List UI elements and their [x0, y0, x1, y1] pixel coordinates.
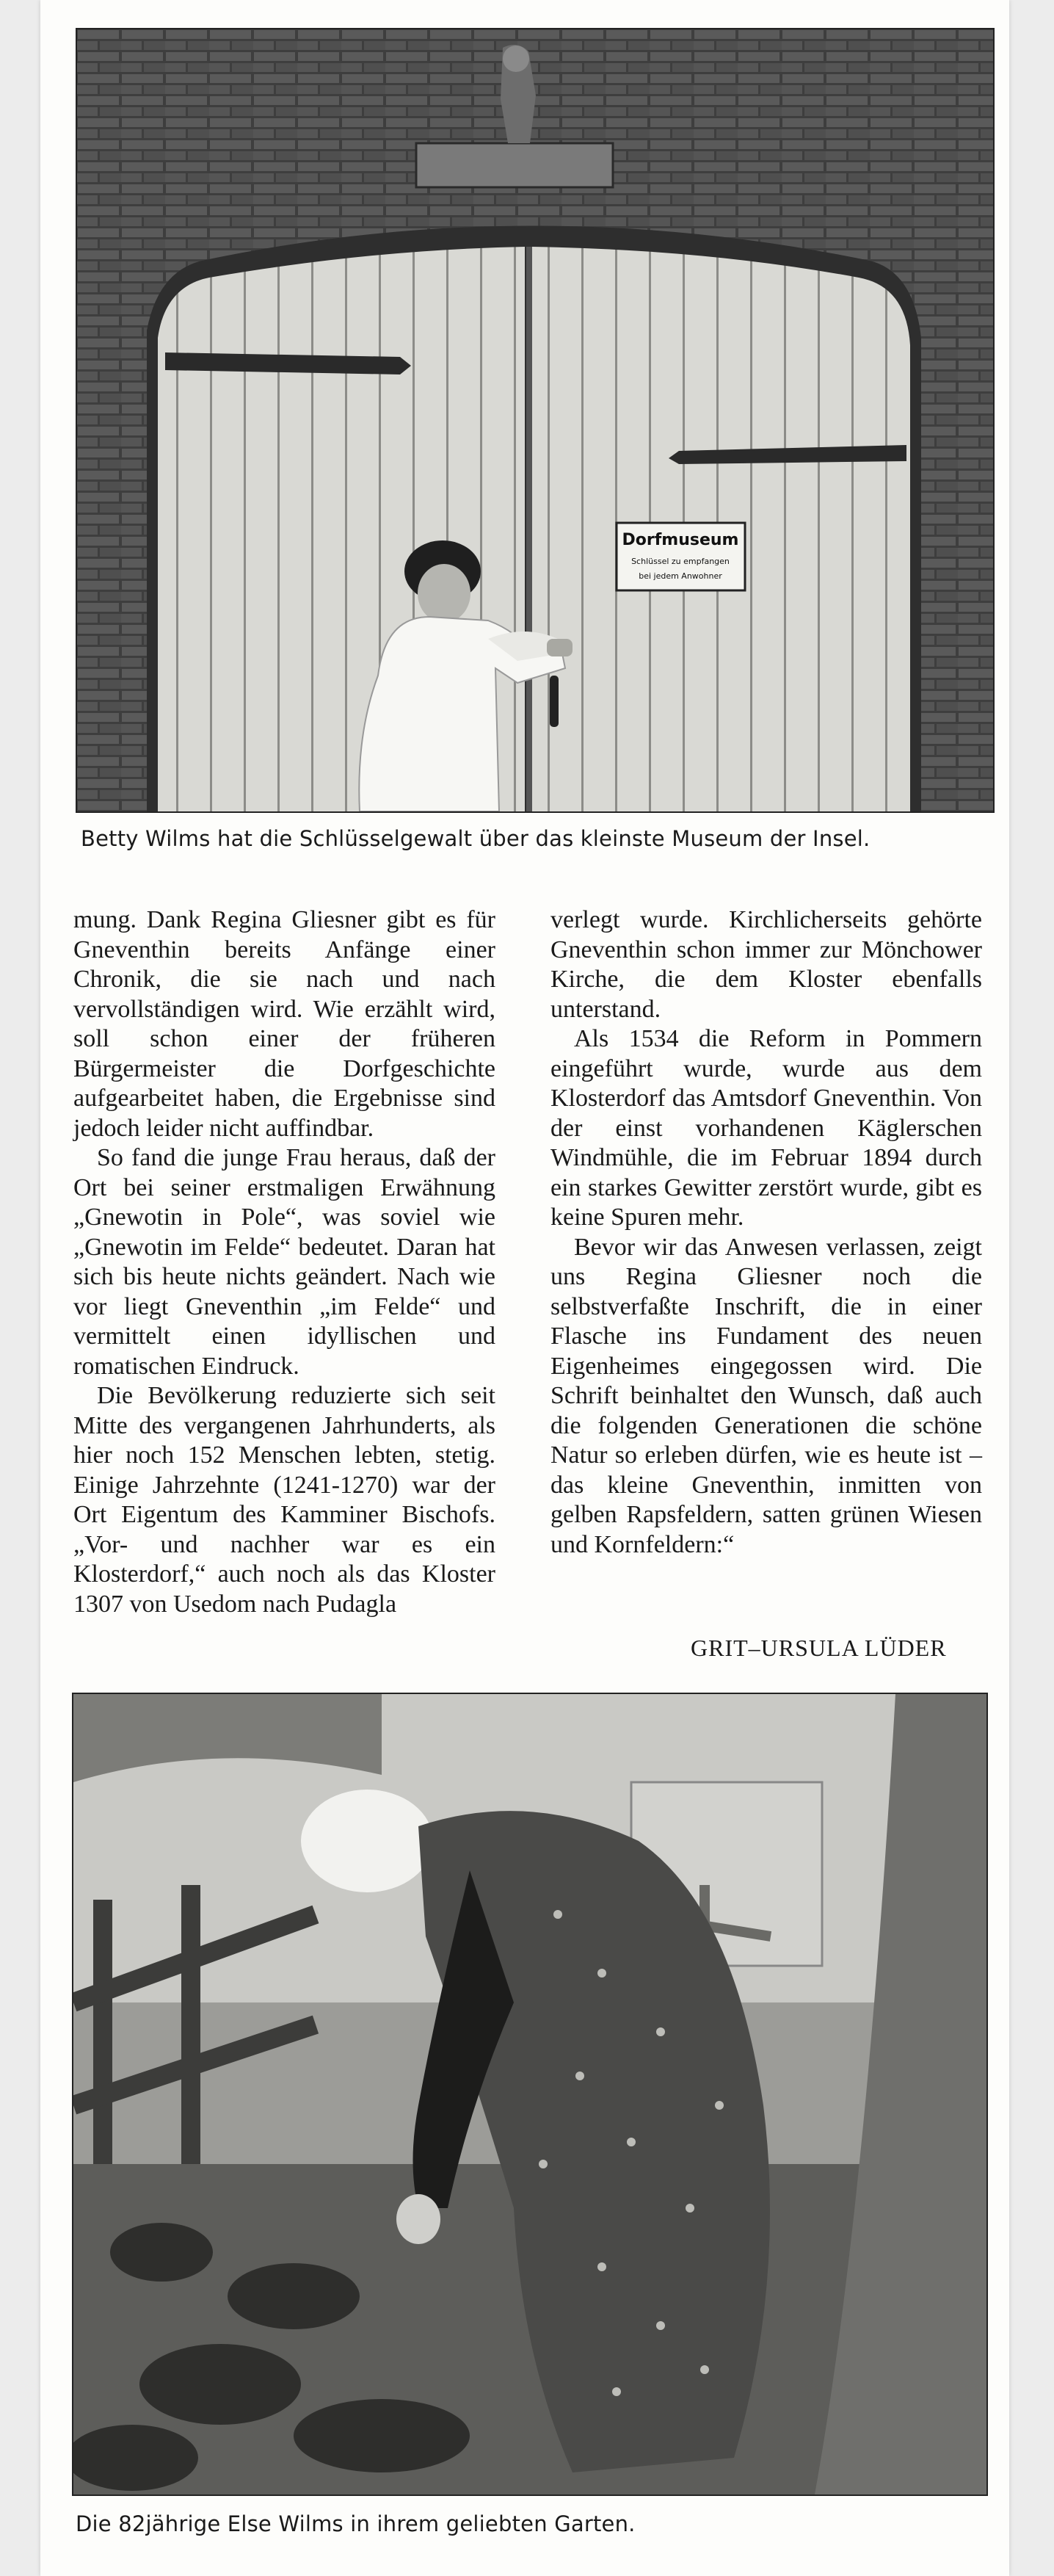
sign-line-2: bei jedem Anwohner — [639, 571, 722, 581]
author-byline: GRIT–URSULA LÜDER — [691, 1635, 947, 1661]
museum-door-illustration — [77, 29, 993, 811]
left-paragraph-2: So fand die junge Frau heraus, daß der Ort bei seiner erstmaligen Erwähnung „Gnewotin in Pole“, was soviel wie „Gnewotin im Felde“ bedeutet. Daran hat sich bis heute nichts geändert. Nach wie vor liegt Gneventhin „im Felde“ und vermittelt einen idyllischen und romatischen Eindruck. — [73, 1144, 495, 1380]
right-paragraph-3: Bevor wir das Anwesen verlassen, zeigt uns Regina Gliesner noch die selbstverfaßte Inschrift, die in einer Flasche ins Fundament des neuen Eigenheimes eingegossen wird. Die Schrift beinhaltet den Wunsch, daß auch die folgenden Generationen die schöne Natur so erleben dürfen, wie es heute ist – das kleine Gneventhin, inmitten von gelben Rapsfeldern, satten grünen Wiesen und Kornfeldern:“ — [550, 1233, 982, 1558]
right-paragraph-1: verlegt wurde. Kirchlicherseits gehörte Gneventhin schon immer zur Mönchower Kirche, die dem Kloster ebenfalls unterstand. — [550, 906, 982, 1023]
sign-title: Dorfmuseum — [622, 531, 739, 549]
bottom-photo-caption: Die 82jährige Else Wilms in ihrem geliebten Garten. — [76, 2511, 636, 2536]
garden-photo — [72, 1693, 988, 2496]
newspaper-clipping — [40, 0, 1009, 2576]
garden-illustration — [73, 1694, 986, 2494]
article-left-column — [73, 905, 495, 1619]
right-paragraph-2: Als 1534 die Reform in Pommern eingeführt wurde, wurde aus dem Klosterdorf das Amtsdorf Gneventhin. Von der einst vorhandenen Käglerschen Windmühle, die im Februar 1894 durch ein starkes Gewitter zerstört wurde, gibt es keine Spuren mehr. — [550, 1025, 982, 1231]
left-paragraph-3: Die Bevölkerung reduzierte sich seit Mitte des vergangenen Jahrhunderts, als hier noch 152 Menschen lebten, stetig. Einige Jahrzehnte (1241-1270) war der Ort Eigentum des Kamminer Bischofs. „Vor- und nachher war es ein Klosterdorf,“ auch noch als das Kloster 1307 von Usedom nach Pudagla — [73, 1382, 495, 1618]
left-paragraph-1: mung. Dank Regina Gliesner gibt es für Gneventhin bereits Anfänge einer Chronik, die sie nach und nach vervollständigen wird. Wie erzählt wird, soll schon einer der früheren Bürgermeister die Dorfgeschichte aufgearbeitet haben, die Ergebnisse sind jedoch leider nicht auffindbar. — [73, 906, 495, 1142]
article-right-column — [550, 905, 982, 1560]
museum-door-photo — [76, 28, 995, 813]
sign-line-1: Schlüssel zu empfangen — [631, 557, 730, 566]
top-photo-caption: Betty Wilms hat die Schlüsselgewalt über das kleinste Museum der Insel. — [81, 826, 871, 851]
